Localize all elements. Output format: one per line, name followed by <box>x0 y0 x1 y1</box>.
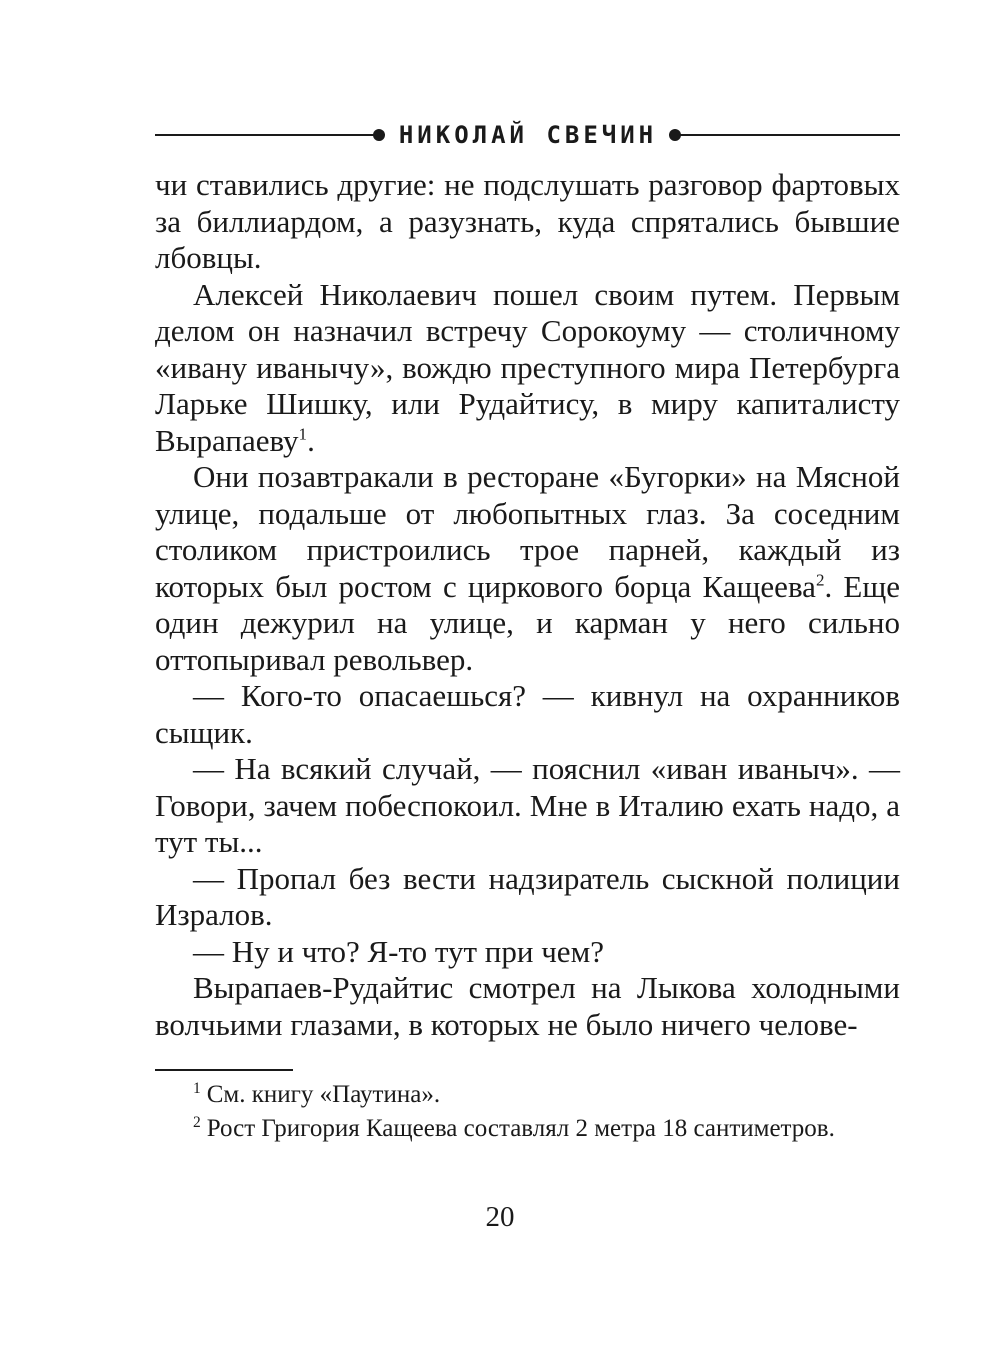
paragraph: чи ставились другие: не подслушать разговор фартовых за биллиардом, а разузнать, куда спрятались бывшие лбовцы. <box>155 167 900 275</box>
paragraph: Вырапаев-Рудайтис смотрел на Лыкова холодными волчьими глазами, в которых не было ничего челове- <box>155 970 900 1042</box>
running-header <box>155 118 900 152</box>
main-text <box>155 167 900 1043</box>
paragraph: Алексей Николаевич пошел своим путем. Первым делом он назначил встречу Сорокоуму — столичному «ивану иванычу», вождю преступного мира Петербурга Ларьке Шишку, или Рудайтису, в миру капиталисту Вырапаеву$^1$. <box>155 276 900 458</box>
header-rule-right <box>673 134 900 136</box>
dialogue-line: — На всякий случай, — пояснил «иван иваныч». — Говори, зачем побеспокоил. Мне в Италию ехать надо, а тут ты... <box>155 751 900 859</box>
footnote: $^1$ См. книгу «Паутина». <box>193 1079 441 1108</box>
header-author: НИКОЛАЙ СВЕЧИН <box>398 121 658 149</box>
dialogue-line: — Кого-то опасаешься? — кивнул на охранников сыщик. <box>155 678 900 750</box>
footnote-ref: 2 <box>815 570 825 590</box>
header-bullet-left <box>373 129 385 141</box>
paragraph: Они позавтракали в ресторане «Бугорки» на Мясной улице, подальше от любопытных глаз. За соседним столиком пристроились трое парней, каждый из которых был ростом с циркового борца Кащеева$^2$. Еще один дежурил на улице, и карман у него сильно оттопыривал револьвер. <box>155 459 900 677</box>
footnote-ref: 1 <box>298 424 308 444</box>
footnote-separator <box>155 1069 293 1071</box>
footnote-mark: 1 <box>193 1079 201 1097</box>
footnote-mark: 2 <box>193 1113 201 1131</box>
dialogue-line: — Ну и что? Я-то тут при чем? <box>193 933 604 969</box>
footnotes <box>155 1078 900 1146</box>
page-number: 20 <box>485 1201 515 1233</box>
header-rule-left <box>155 134 377 136</box>
footnote: $^2$ Рост Григория Кащеева составлял 2 метра 18 сантиметров. <box>193 1113 835 1142</box>
dialogue-line: — Пропал без вести надзиратель сыскной полиции Изралов. <box>155 860 900 932</box>
